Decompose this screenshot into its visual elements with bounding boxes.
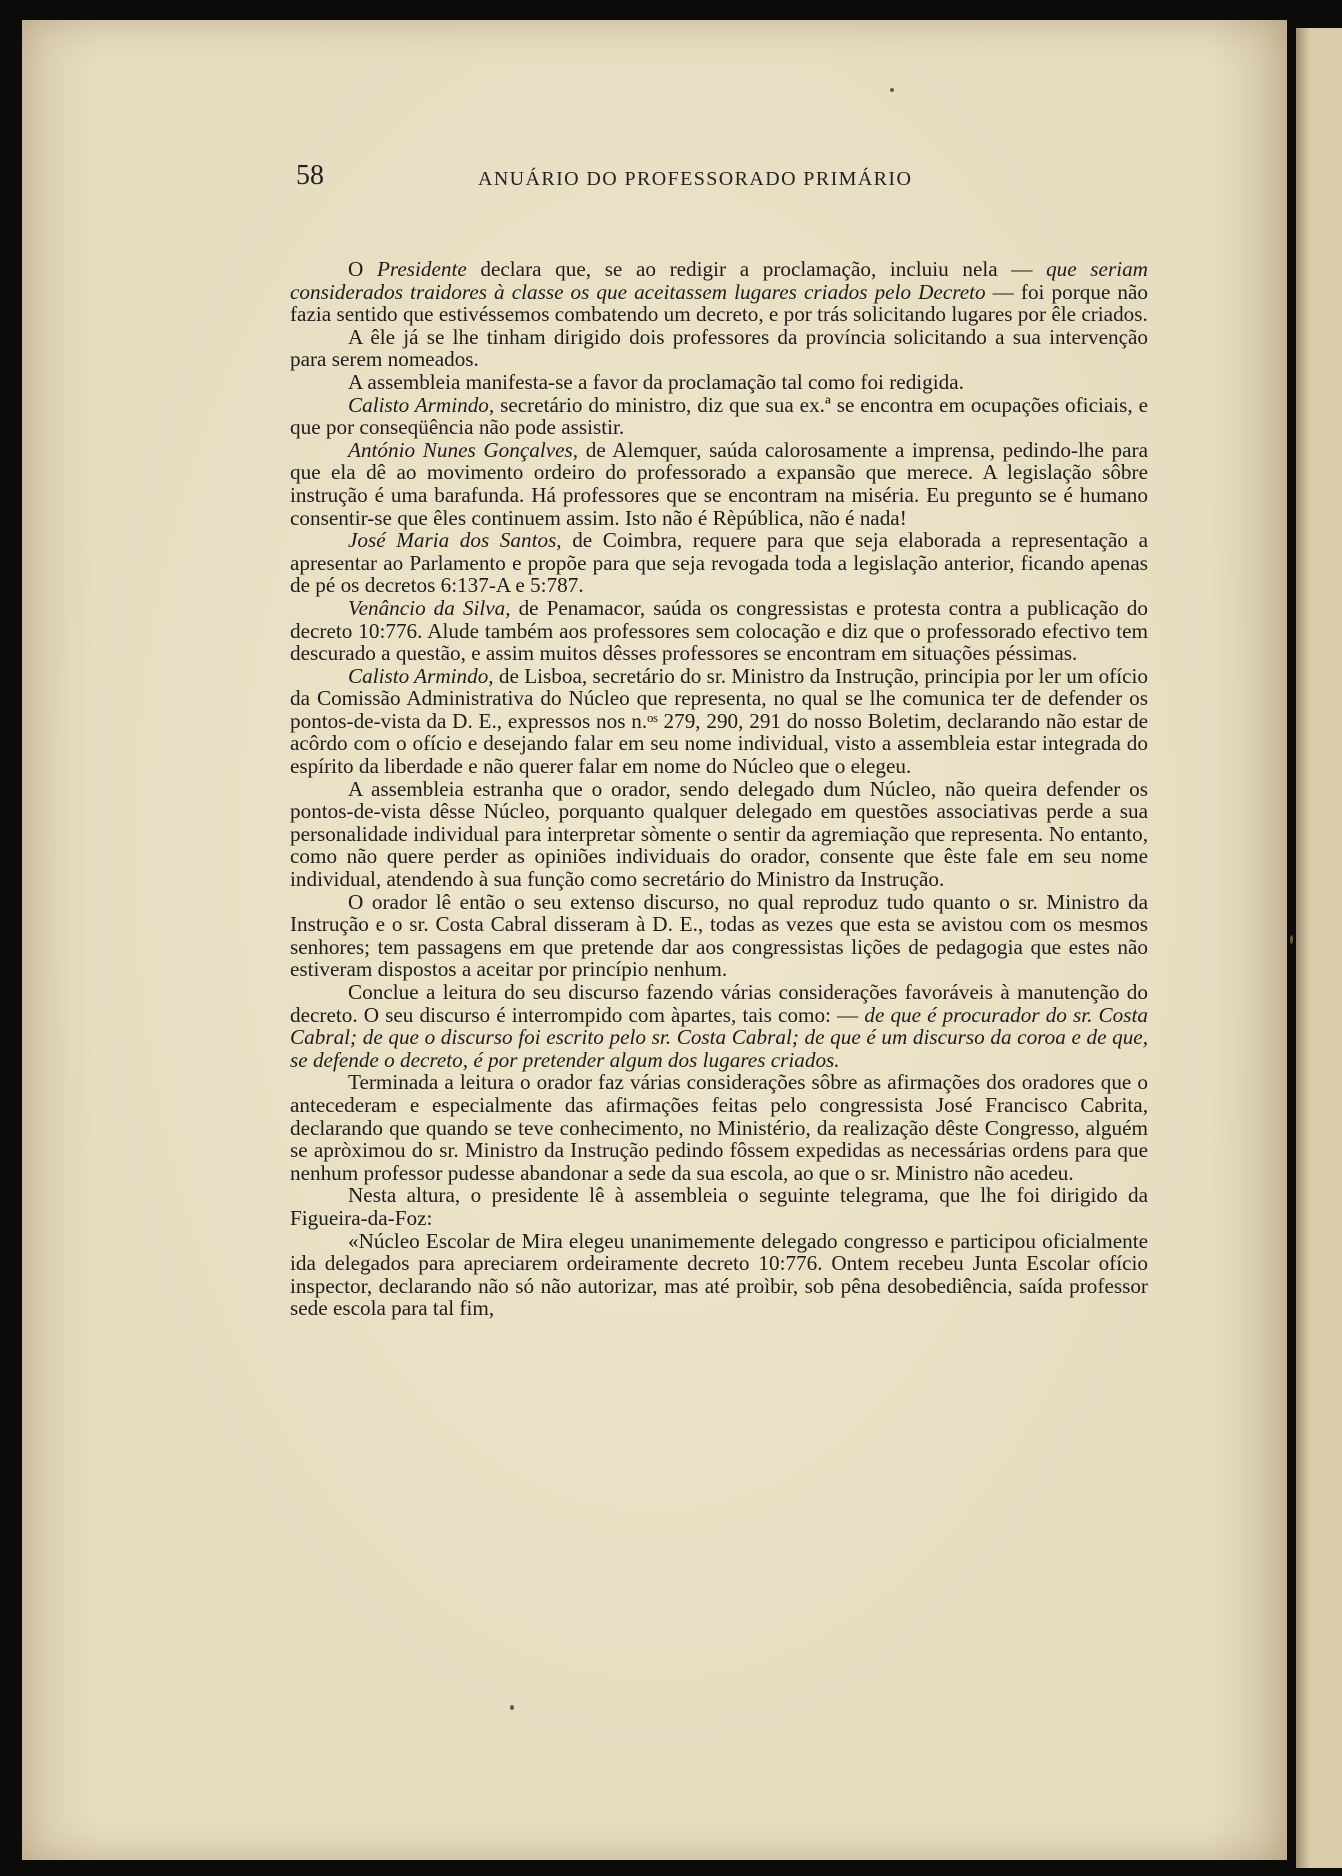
adjacent-page-edge xyxy=(1296,28,1342,1868)
italic-text: Venâncio da Silva, xyxy=(348,595,511,620)
text-run: A assembleia manifesta-se a favor da proclamação tal como foi redigida. xyxy=(348,369,964,394)
text-run: Terminada a leitura o orador faz várias considerações sôbre as afirmações dos oradores que o antecederam e especialmente das afirmações feitas pelo congressista José Francisco Cabrita, declarando que quando se teve conhecimento, no Ministério, da realização dêste Congresso, alguém se apròximou do sr. Ministro da Instrução pedindo fôssem expedidas as necessárias ordens para que nenhum professor pudesse abandonar a sede da sua escola, ao que o sr. Ministro não acedeu. xyxy=(290,1070,1148,1185)
paragraph xyxy=(290,326,1148,371)
text-run: de Coimbra, requere para que seja elaborada a representação a apresentar ao Parlamento e propõe para que seja revogada toda a legislação anterior, ficando apenas de pé os decretos 6:137-A e 5:787. xyxy=(290,528,1148,598)
italic-text: António Nunes Gonçalves, xyxy=(348,437,579,462)
paragraph xyxy=(290,981,1148,1071)
text-run: A êle já se lhe tinham dirigido dois professores da província solicitando a sua intervenção para serem nomeados. xyxy=(290,324,1148,372)
body-text xyxy=(290,258,1148,1320)
italic-text: José Maria dos Santos, xyxy=(348,528,562,553)
italic-text: de que é procurador do sr. Costa Cabral; de que o discurso foi escrito pelo sr. Costa Cabral; de que é um discurso da coroa e de que, se defende o decreto, é por pretender algum dos lugares criados. xyxy=(290,1002,1148,1072)
text-run: Nesta altura, o presidente lê à assembleia o seguinte telegrama, que lhe foi dirigido da Figueira-da-Foz: xyxy=(290,1183,1148,1230)
paragraph xyxy=(290,439,1148,529)
text-run: — foi porque não fazia sentido que estivéssemos combatendo um decreto, e por trás solicitando lugares por êle criados. xyxy=(290,279,1149,327)
paragraph xyxy=(290,778,1148,891)
paper-speck xyxy=(510,1705,514,1710)
text-run: A assembleia estranha que o orador, sendo delegado dum Núcleo, não queira defender os pontos-de-vista dêsse Núcleo, porquanto qualquer delegado em questões associativas perde a sua personalidade individual para interpretar sòmente o sentir da agremiação que representa. No entanto, como não quere perder as opiniões individuais do orador, consente que êste fale em seu nome individual, atendendo à sua função como secretário do Ministro da Instrução. xyxy=(290,776,1148,892)
italic-text: Calisto Armindo, xyxy=(348,392,495,417)
text-run: de Penamacor, saúda os congressistas e protesta contra a publicação do decreto 10:776. Alude também aos professores sem colocação e diz que o professorado efectivo tem descurado a questão, e assim muitos dêsses professores se encontram em situações péssimas. xyxy=(290,595,1148,666)
page-header xyxy=(296,160,976,200)
text-run: «Núcleo Escolar de Mira elegeu unanimemente delegado congresso e participou oficialmente ida delegados para apreciarem ordeiramente decreto 10:776. Ontem recebeu Junta Escolar ofício inspector, declarando não só não autorizar, mas até proìbir, sob pêna desobediência, saída professor sede escola para tal fim, xyxy=(290,1228,1148,1321)
paragraph xyxy=(290,1071,1148,1184)
paragraph xyxy=(290,891,1148,981)
paragraph xyxy=(290,665,1148,778)
italic-text: que seriam considerados traidores à classe os que aceitassem lugares criados pelo Decreto xyxy=(290,257,1148,304)
paragraph xyxy=(290,597,1148,665)
paragraph xyxy=(290,258,1148,326)
running-title: ANUÁRIO DO PROFESSORADO PRIMÁRIO xyxy=(478,168,913,190)
text-run: O xyxy=(348,257,377,281)
paragraph xyxy=(290,1230,1148,1320)
paragraph xyxy=(290,371,1148,394)
italic-text: Presidente xyxy=(376,257,467,281)
text-run: de Alemquer, saúda calorosamente a imprensa, pedindo-lhe para que ela dê ao movimento ordeiro do professorado a expansão que merece. A legislação sôbre instrução é uma barafunda. Há professores que se encontram na miséria. Eu pregunto se é humano consentir-se que êles continuem assim. Isto não é Rèpública, não é nada! xyxy=(290,437,1148,530)
italic-text: Calisto Armindo, xyxy=(348,663,494,688)
paragraph xyxy=(290,1184,1148,1229)
paragraph xyxy=(290,529,1148,597)
paper-speck xyxy=(1290,935,1293,944)
paper-speck xyxy=(890,88,894,92)
text-run: Conclue a leitura do seu discurso fazendo várias considerações favoráveis à manutenção do decreto. O seu discurso é interrompido com àpartes, tais como: — xyxy=(290,980,1148,1027)
text-run: declara que, se ao redigir a proclamação, incluiu nela — xyxy=(466,257,1047,281)
text-run: secretário do ministro, diz que sua ex.ª se encontra em ocupações oficiais, e que por conseqüência não pode assistir. xyxy=(290,392,1148,440)
text-run: O orador lê então o seu extenso discurso, no qual reproduz tudo quanto o sr. Ministro da Instrução e o sr. Costa Cabral disseram à D. E., todas as vezes que esta se avistou com os mesmos senhores; tem passagens em que pretende dar aos congressistas lições de pedagogia que estes não estiveram dispostos a aceitar por princípio nenhum. xyxy=(290,889,1148,982)
paragraph xyxy=(290,394,1148,439)
page-number: 58 xyxy=(296,160,324,191)
text-run: de Lisboa, secretário do sr. Ministro da Instrução, principia por ler um ofício da Comissão Administrativa do Núcleo que representa, no qual se lhe comunica ter de defender os pontos-de-vista da D. E., expressos nos n.ᵒˢ 279, 290, 291 do nosso Boletim, declarando não estar de acôrdo com o ofício e desejando falar em seu nome individual, visto a assembleia estar integrada do espírito da liberdade e não querer falar em nome do Núcleo que o elegeu. xyxy=(290,663,1149,779)
